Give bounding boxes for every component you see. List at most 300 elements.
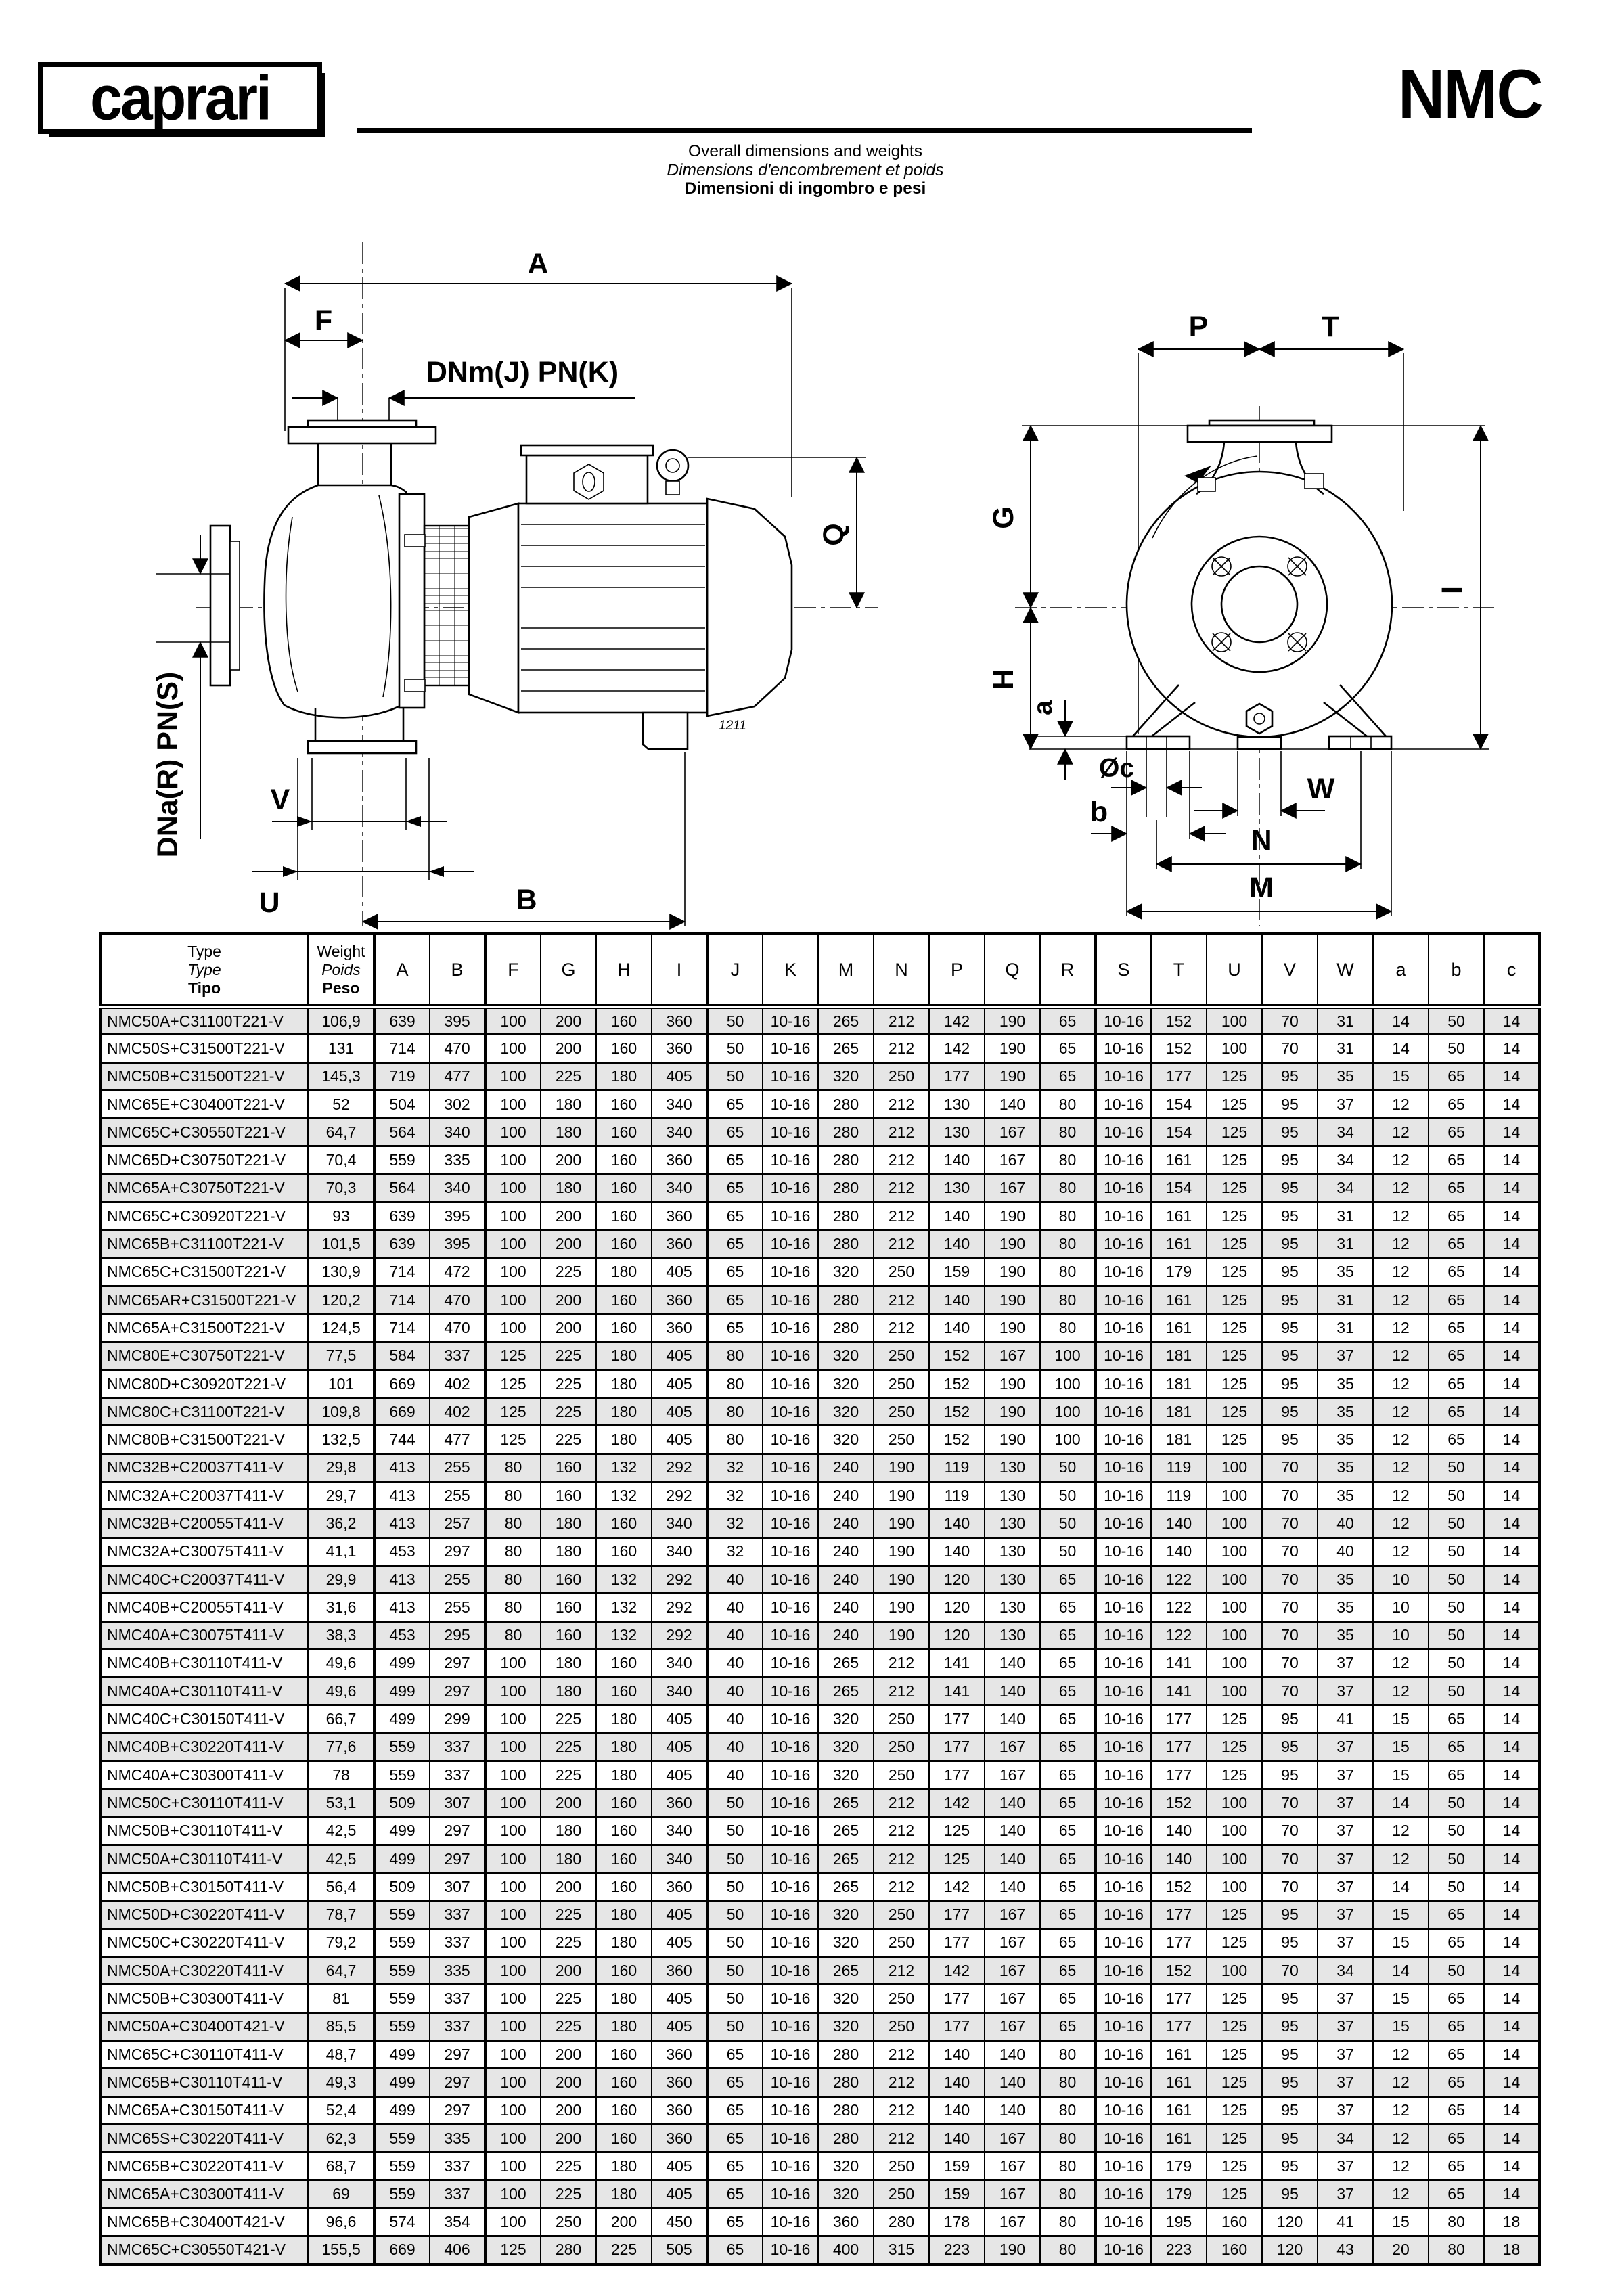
- value-cell: 179: [1151, 2180, 1207, 2208]
- value-cell: 340: [652, 1845, 707, 1872]
- value-cell: 10: [1373, 1594, 1429, 1621]
- value-cell: 14: [1484, 1873, 1540, 1901]
- value-cell: 65: [1429, 2180, 1484, 2208]
- type-cell: NMC40B+C20055T411-V: [101, 1594, 308, 1621]
- value-cell: 95: [1262, 2096, 1318, 2124]
- value-cell: 413: [374, 1482, 430, 1510]
- value-cell: 130: [985, 1454, 1040, 1481]
- value-cell: 100: [1207, 1035, 1262, 1062]
- value-cell: 37: [1318, 1342, 1373, 1370]
- value-cell: 177: [1151, 1901, 1207, 1929]
- value-cell: 178: [929, 2208, 985, 2236]
- value-cell: 12: [1373, 1482, 1429, 1510]
- value-cell: 40: [707, 1621, 763, 1649]
- value-cell: 10-16: [763, 1090, 818, 1118]
- value-cell: 80: [1040, 1230, 1096, 1258]
- value-cell: 65: [707, 1174, 763, 1202]
- value-cell: 320: [818, 1258, 874, 1286]
- value-cell: 302: [430, 1090, 485, 1118]
- value-cell: 65: [707, 1146, 763, 1174]
- col-header-P: P: [929, 934, 985, 1007]
- value-cell: 50: [1429, 1789, 1484, 1817]
- value-cell: 140: [985, 1845, 1040, 1872]
- value-cell: 140: [1151, 1537, 1207, 1565]
- value-cell: 14: [1484, 2124, 1540, 2152]
- value-cell: 335: [430, 1146, 485, 1174]
- value-cell: 95: [1262, 2180, 1318, 2208]
- value-cell: 95: [1262, 1733, 1318, 1761]
- value-cell: 49,6: [308, 1678, 374, 1705]
- value-cell: 14: [1484, 1230, 1540, 1258]
- value-cell: 65: [707, 1119, 763, 1146]
- value-cell: 320: [818, 1733, 874, 1761]
- value-cell: 65: [1429, 1901, 1484, 1929]
- value-cell: 413: [374, 1454, 430, 1481]
- value-cell: 40: [707, 1761, 763, 1789]
- value-cell: 12: [1373, 1845, 1429, 1872]
- value-cell: 31: [1318, 1230, 1373, 1258]
- value-cell: 80: [1040, 1286, 1096, 1313]
- value-cell: 10-16: [763, 2096, 818, 2124]
- value-cell: 80: [1040, 1090, 1096, 1118]
- value-cell: 10-16: [1096, 1510, 1151, 1537]
- type-cell: NMC50B+C30150T411-V: [101, 1873, 308, 1901]
- value-cell: 140: [929, 2069, 985, 2096]
- value-cell: 160: [596, 1537, 652, 1565]
- value-cell: 167: [985, 1985, 1040, 2012]
- value-cell: 100: [485, 1649, 541, 1677]
- value-cell: 10-16: [1096, 1258, 1151, 1286]
- type-cell: NMC40A+C30300T411-V: [101, 1761, 308, 1789]
- value-cell: 65: [1429, 1230, 1484, 1258]
- value-cell: 65: [1429, 1090, 1484, 1118]
- value-cell: 65: [707, 1202, 763, 1230]
- value-cell: 10-16: [763, 1901, 818, 1929]
- value-cell: 299: [430, 1705, 485, 1733]
- table-row: [101, 1537, 1540, 1565]
- value-cell: 65: [707, 2208, 763, 2236]
- value-cell: 179: [1151, 2153, 1207, 2180]
- value-cell: 80: [1040, 1202, 1096, 1230]
- value-cell: 240: [818, 1621, 874, 1649]
- value-cell: 100: [485, 1062, 541, 1090]
- col-header-B: B: [430, 934, 485, 1007]
- value-cell: 12: [1373, 1258, 1429, 1286]
- value-cell: 93: [308, 1202, 374, 1230]
- value-cell: 297: [430, 1845, 485, 1872]
- value-cell: 559: [374, 1957, 430, 1985]
- value-cell: 120: [1262, 2236, 1318, 2264]
- value-cell: 35: [1318, 1062, 1373, 1090]
- value-cell: 177: [1151, 1733, 1207, 1761]
- value-cell: 395: [430, 1202, 485, 1230]
- value-cell: 100: [485, 2040, 541, 2068]
- value-cell: 167: [985, 1929, 1040, 1956]
- value-cell: 56,4: [308, 1873, 374, 1901]
- value-cell: 100: [1207, 1957, 1262, 1985]
- value-cell: 200: [541, 2069, 596, 2096]
- value-cell: 65: [1429, 1398, 1484, 1426]
- value-cell: 31: [1318, 1035, 1373, 1062]
- value-cell: 14: [1484, 1370, 1540, 1397]
- value-cell: 31: [1318, 1007, 1373, 1035]
- value-cell: 140: [985, 1873, 1040, 1901]
- value-cell: 37: [1318, 2012, 1373, 2040]
- value-cell: 405: [652, 1062, 707, 1090]
- value-cell: 80: [485, 1510, 541, 1537]
- value-cell: 50: [1429, 1482, 1484, 1510]
- type-cell: NMC50A+C30220T411-V: [101, 1957, 308, 1985]
- value-cell: 297: [430, 2069, 485, 2096]
- value-cell: 160: [541, 1565, 596, 1593]
- value-cell: 50: [1429, 1454, 1484, 1481]
- value-cell: 200: [596, 2208, 652, 2236]
- col-header-A: A: [374, 934, 430, 1007]
- value-cell: 161: [1151, 2096, 1207, 2124]
- value-cell: 10-16: [1096, 1845, 1151, 1872]
- value-cell: 160: [541, 1454, 596, 1481]
- value-cell: 10-16: [1096, 1230, 1151, 1258]
- value-cell: 340: [652, 1174, 707, 1202]
- value-cell: 559: [374, 1901, 430, 1929]
- value-cell: 292: [652, 1594, 707, 1621]
- value-cell: 10-16: [1096, 1901, 1151, 1929]
- dim-label-t: T: [1321, 311, 1340, 343]
- value-cell: 125: [1207, 1314, 1262, 1342]
- value-cell: 250: [874, 2180, 929, 2208]
- value-cell: 320: [818, 1705, 874, 1733]
- value-cell: 413: [374, 1510, 430, 1537]
- value-cell: 152: [929, 1370, 985, 1397]
- value-cell: 10-16: [1096, 1985, 1151, 2012]
- value-cell: 280: [874, 2208, 929, 2236]
- value-cell: 564: [374, 1174, 430, 1202]
- value-cell: 181: [1151, 1398, 1207, 1426]
- value-cell: 100: [1040, 1342, 1096, 1370]
- value-cell: 65: [1040, 1957, 1096, 1985]
- value-cell: 14: [1484, 1398, 1540, 1426]
- value-cell: 132,5: [308, 1426, 374, 1454]
- value-cell: 360: [652, 1957, 707, 1985]
- value-cell: 307: [430, 1789, 485, 1817]
- value-cell: 120: [1262, 2208, 1318, 2236]
- value-cell: 66,7: [308, 1705, 374, 1733]
- value-cell: 212: [874, 1314, 929, 1342]
- table-row: [101, 1985, 1540, 2012]
- value-cell: 14: [1484, 1901, 1540, 1929]
- value-cell: 37: [1318, 1985, 1373, 2012]
- value-cell: 80: [1040, 1174, 1096, 1202]
- value-cell: 405: [652, 1370, 707, 1397]
- value-cell: 100: [1040, 1370, 1096, 1397]
- value-cell: 65: [1040, 1678, 1096, 1705]
- value-cell: 405: [652, 2180, 707, 2208]
- value-cell: 40: [707, 1594, 763, 1621]
- value-cell: 159: [929, 1258, 985, 1286]
- type-cell: NMC65B+C30110T411-V: [101, 2069, 308, 2096]
- value-cell: 65: [1429, 1314, 1484, 1342]
- value-cell: 37: [1318, 1929, 1373, 1956]
- value-cell: 77,6: [308, 1733, 374, 1761]
- value-cell: 14: [1484, 1845, 1540, 1872]
- value-cell: 14: [1484, 1621, 1540, 1649]
- table-row: [101, 1649, 1540, 1677]
- value-cell: 395: [430, 1230, 485, 1258]
- value-cell: 130: [985, 1537, 1040, 1565]
- value-cell: 65: [1429, 1062, 1484, 1090]
- value-cell: 190: [985, 1062, 1040, 1090]
- table-row: [101, 2040, 1540, 2068]
- value-cell: 95: [1262, 1258, 1318, 1286]
- value-cell: 265: [818, 1845, 874, 1872]
- value-cell: 719: [374, 1062, 430, 1090]
- table-row: [101, 1705, 1540, 1733]
- type-cell: NMC50A+C31100T221-V: [101, 1007, 308, 1035]
- value-cell: 10-16: [763, 1649, 818, 1677]
- value-cell: 177: [1151, 1705, 1207, 1733]
- value-cell: 125: [1207, 1901, 1262, 1929]
- value-cell: 10-16: [1096, 1007, 1151, 1035]
- value-cell: 65: [1429, 1426, 1484, 1454]
- value-cell: 125: [1207, 1174, 1262, 1202]
- value-cell: 152: [1151, 1957, 1207, 1985]
- value-cell: 142: [929, 1007, 985, 1035]
- type-cell: NMC32B+C20055T411-V: [101, 1510, 308, 1537]
- dim-label-dna: DNa(R) PN(S): [152, 671, 184, 858]
- value-cell: 50: [707, 1957, 763, 1985]
- value-cell: 37: [1318, 2153, 1373, 2180]
- value-cell: 177: [929, 1929, 985, 1956]
- table-row: [101, 1007, 1540, 1035]
- value-cell: 200: [541, 1230, 596, 1258]
- value-cell: 95: [1262, 2153, 1318, 2180]
- type-cell: NMC50B+C30300T411-V: [101, 1985, 308, 2012]
- value-cell: 160: [541, 1594, 596, 1621]
- type-cell: NMC40B+C30110T411-V: [101, 1649, 308, 1677]
- value-cell: 95: [1262, 2040, 1318, 2068]
- value-cell: 14: [1373, 1007, 1429, 1035]
- value-cell: 34: [1318, 1174, 1373, 1202]
- value-cell: 190: [985, 2236, 1040, 2264]
- value-cell: 295: [430, 1621, 485, 1649]
- type-cell: NMC50C+C30110T411-V: [101, 1789, 308, 1817]
- value-cell: 32: [707, 1454, 763, 1481]
- value-cell: 340: [652, 1817, 707, 1845]
- table-row: [101, 1119, 1540, 1146]
- value-cell: 320: [818, 1901, 874, 1929]
- value-cell: 68,7: [308, 2153, 374, 2180]
- value-cell: 65: [1040, 1929, 1096, 1956]
- value-cell: 50: [1429, 1565, 1484, 1593]
- value-cell: 65: [707, 1258, 763, 1286]
- value-cell: 100: [485, 2180, 541, 2208]
- value-cell: 180: [596, 1985, 652, 2012]
- value-cell: 167: [985, 2208, 1040, 2236]
- table-row: [101, 1174, 1540, 1202]
- value-cell: 337: [430, 2012, 485, 2040]
- table-row: [101, 2012, 1540, 2040]
- value-cell: 70: [1262, 1789, 1318, 1817]
- value-cell: 152: [929, 1398, 985, 1426]
- table-row: [101, 1202, 1540, 1230]
- dim-label-m: M: [1249, 872, 1274, 904]
- value-cell: 65: [1429, 1370, 1484, 1397]
- value-cell: 190: [874, 1510, 929, 1537]
- value-cell: 100: [485, 1901, 541, 1929]
- value-cell: 200: [541, 2124, 596, 2152]
- value-cell: 180: [541, 1090, 596, 1118]
- value-cell: 65: [1040, 1845, 1096, 1872]
- value-cell: 50: [1429, 1510, 1484, 1537]
- value-cell: 10-16: [763, 1678, 818, 1705]
- side-view-drawing: [152, 242, 878, 926]
- value-cell: 125: [485, 1370, 541, 1397]
- type-cell: NMC65E+C30400T221-V: [101, 1090, 308, 1118]
- value-cell: 250: [874, 1370, 929, 1397]
- value-cell: 212: [874, 1789, 929, 1817]
- value-cell: 100: [485, 1258, 541, 1286]
- value-cell: 32: [707, 1482, 763, 1510]
- dim-label-a-small: a: [1029, 700, 1058, 715]
- value-cell: 167: [985, 1174, 1040, 1202]
- value-cell: 140: [929, 1146, 985, 1174]
- value-cell: 50: [707, 1985, 763, 2012]
- value-cell: 14: [1484, 1565, 1540, 1593]
- value-cell: 18: [1484, 2208, 1540, 2236]
- value-cell: 142: [929, 1789, 985, 1817]
- value-cell: 152: [1151, 1873, 1207, 1901]
- value-cell: 65: [1429, 1119, 1484, 1146]
- value-cell: 167: [985, 1901, 1040, 1929]
- value-cell: 65: [707, 1230, 763, 1258]
- value-cell: 41: [1318, 2208, 1373, 2236]
- value-cell: 100: [485, 1202, 541, 1230]
- value-cell: 14: [1484, 1537, 1540, 1565]
- value-cell: 65: [1429, 2069, 1484, 2096]
- value-cell: 80: [485, 1565, 541, 1593]
- value-cell: 100: [485, 1789, 541, 1817]
- value-cell: 119: [929, 1454, 985, 1481]
- value-cell: 212: [874, 1957, 929, 1985]
- value-cell: 100: [1207, 1510, 1262, 1537]
- value-cell: 177: [929, 1985, 985, 2012]
- value-cell: 225: [541, 2180, 596, 2208]
- value-cell: 50: [707, 1789, 763, 1817]
- type-cell: NMC50C+C30220T411-V: [101, 1929, 308, 1956]
- value-cell: 180: [541, 1817, 596, 1845]
- value-cell: 190: [985, 1286, 1040, 1313]
- value-cell: 337: [430, 1733, 485, 1761]
- value-cell: 65: [1429, 2012, 1484, 2040]
- value-cell: 564: [374, 1119, 430, 1146]
- value-cell: 100: [485, 1286, 541, 1313]
- value-cell: 320: [818, 2180, 874, 2208]
- value-cell: 405: [652, 1426, 707, 1454]
- value-cell: 10-16: [763, 1370, 818, 1397]
- value-cell: 100: [1207, 1873, 1262, 1901]
- value-cell: 50: [1429, 1649, 1484, 1677]
- value-cell: 29,9: [308, 1565, 374, 1593]
- value-cell: 152: [1151, 1789, 1207, 1817]
- value-cell: 161: [1151, 1146, 1207, 1174]
- value-cell: 70: [1262, 1817, 1318, 1845]
- value-cell: 335: [430, 1957, 485, 1985]
- value-cell: 65: [1429, 1929, 1484, 1956]
- value-cell: 160: [596, 1146, 652, 1174]
- value-cell: 125: [485, 1426, 541, 1454]
- value-cell: 41,1: [308, 1537, 374, 1565]
- value-cell: 125: [1207, 1146, 1262, 1174]
- value-cell: 50: [1040, 1510, 1096, 1537]
- value-cell: 130: [985, 1565, 1040, 1593]
- value-cell: 95: [1262, 1202, 1318, 1230]
- value-cell: 154: [1151, 1119, 1207, 1146]
- value-cell: 10-16: [763, 1594, 818, 1621]
- value-cell: 250: [874, 1761, 929, 1789]
- value-cell: 10-16: [763, 1621, 818, 1649]
- value-cell: 167: [985, 2153, 1040, 2180]
- value-cell: 160: [596, 1174, 652, 1202]
- value-cell: 70,3: [308, 1174, 374, 1202]
- value-cell: 10-16: [1096, 2236, 1151, 2264]
- value-cell: 180: [541, 1510, 596, 1537]
- value-cell: 200: [541, 1146, 596, 1174]
- value-cell: 109,8: [308, 1398, 374, 1426]
- value-cell: 29,7: [308, 1482, 374, 1510]
- value-cell: 212: [874, 1845, 929, 1872]
- type-cell: NMC40A+C30110T411-V: [101, 1678, 308, 1705]
- value-cell: 100: [1040, 1426, 1096, 1454]
- value-cell: 15: [1373, 1929, 1429, 1956]
- value-cell: 31,6: [308, 1594, 374, 1621]
- value-cell: 337: [430, 1901, 485, 1929]
- value-cell: 14: [1373, 1957, 1429, 1985]
- value-cell: 37: [1318, 1901, 1373, 1929]
- value-cell: 292: [652, 1565, 707, 1593]
- value-cell: 95: [1262, 1342, 1318, 1370]
- type-cell: NMC65A+C30300T411-V: [101, 2180, 308, 2208]
- value-cell: 14: [1484, 2153, 1540, 2180]
- value-cell: 250: [874, 1426, 929, 1454]
- col-header-type: Type Type Tipo: [101, 934, 308, 1007]
- table-row: [101, 1370, 1540, 1397]
- value-cell: 10-16: [1096, 1789, 1151, 1817]
- value-cell: 95: [1262, 1985, 1318, 2012]
- value-cell: 35: [1318, 1482, 1373, 1510]
- value-cell: 119: [1151, 1454, 1207, 1481]
- value-cell: 10-16: [1096, 1426, 1151, 1454]
- value-cell: 10-16: [763, 2236, 818, 2264]
- value-cell: 160: [596, 1510, 652, 1537]
- value-cell: 81: [308, 1985, 374, 2012]
- value-cell: 180: [596, 2012, 652, 2040]
- value-cell: 80: [485, 1621, 541, 1649]
- value-cell: 80: [485, 1537, 541, 1565]
- value-cell: 292: [652, 1482, 707, 1510]
- value-cell: 95: [1262, 1146, 1318, 1174]
- value-cell: 10-16: [763, 1426, 818, 1454]
- value-cell: 161: [1151, 1230, 1207, 1258]
- value-cell: 95: [1262, 1230, 1318, 1258]
- value-cell: 10-16: [763, 1845, 818, 1872]
- value-cell: 125: [1207, 1090, 1262, 1118]
- value-cell: 14: [1484, 1062, 1540, 1090]
- type-cell: NMC65D+C30750T221-V: [101, 1146, 308, 1174]
- value-cell: 100: [1207, 1678, 1262, 1705]
- value-cell: 80: [1429, 2208, 1484, 2236]
- value-cell: 212: [874, 2096, 929, 2124]
- value-cell: 50: [1429, 1035, 1484, 1062]
